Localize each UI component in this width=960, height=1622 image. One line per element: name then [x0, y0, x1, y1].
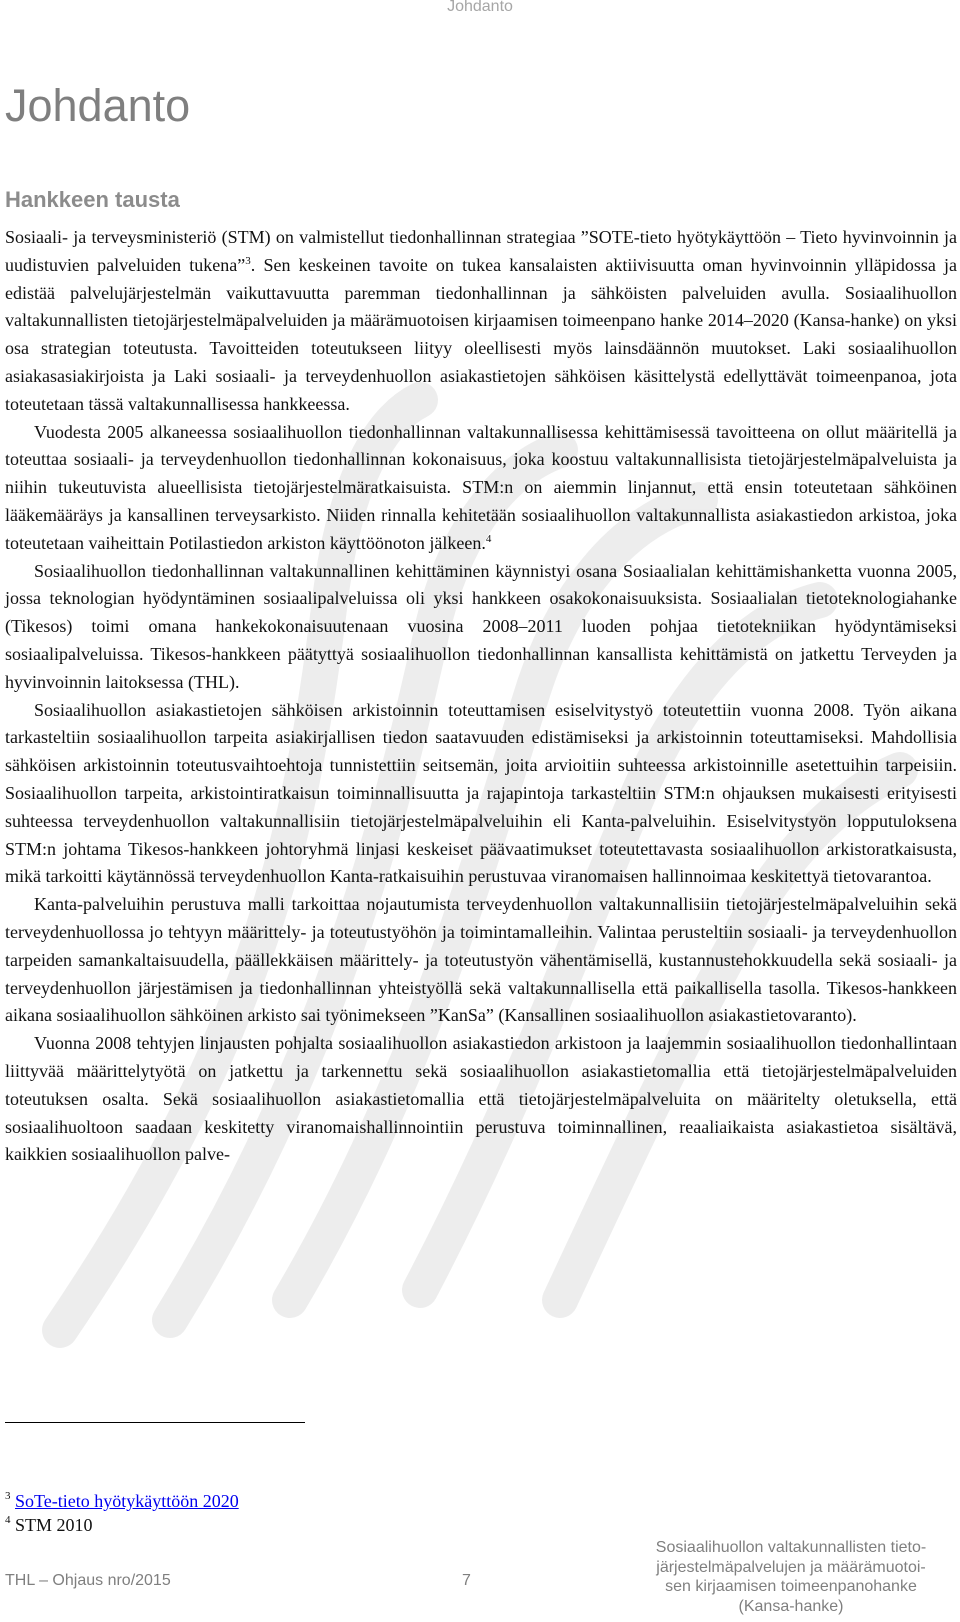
footer-publication: THL – Ohjaus nro/2015 [5, 1572, 171, 1589]
paragraph: Sosiaalihuollon tiedonhallinnan valtakunnallinen kehittäminen käynnistyi osana Sosiaalialan kehittämishanketta vuonna 2005, jossa teknologian hyödyntäminen sosiaalipalveluissa oli yksi hankkeen osakokonaisuuksista. Sosiaalialan tietoteknologiahanke (Tikesos) toimi omana hankekokonaisuutenaan vuosina 2008–2011 luoden pohjaa tietotekniikan hyödyntämiseksi sosiaalipalveluissa. Tikesos-hankkeen päätyttyä sosiaalihuollon tiedonhallinnan kansallista kehittämistä on jatkettu Terveyden ja hyvinvoinnin laitoksessa (THL). [5, 560, 957, 692]
footnote-reference[interactable]: 3 [245, 254, 251, 267]
footnote: $^4$ STM 2010 [5, 1513, 93, 1535]
running-header: Johdanto [447, 0, 513, 15]
footnote-reference[interactable]: 4 [485, 532, 492, 545]
footnote: $^3$ SoTe-tieto hyötykäyttöön 2020 [5, 1490, 239, 1511]
page-number: 7 [462, 1572, 471, 1589]
footnote-separator [5, 1422, 305, 1423]
paragraph: Sosiaalihuollon asiakastietojen sähköisen arkistoinnin toteuttamisen esiselvitystyö toteutettiin vuonna 2008. Työn aikana tarkasteltiin sosiaalihuollon tarpeita asiakirjallisen tiedon saatavuuden edistämiseksi ja arkistoinnin toteuttamiseksi. Mahdollisia sähköisen arkistoinnin toteutusvaihtoehtoja tunnistettiin seitsemän, joita arvioitiin suhteessa arkistoinnille asetettuihin tarpeisiin. Sosiaalihuollon tarpeita, arkistointiratkaisun toiminnallisuutta ja rajapintoja tarkasteltiin STM:n ohjauksen mukaisesti erityisesti suhteessa terveydenhuollon valtakunnallisiin tietojärjestelmäpalveluihin eli Kanta-palveluihin. Esiselvitystyön lopputuloksena STM:n johtama Tikesos-hankkeen johtoryhmä linjasi keskeiset päävaatimukset toteutettavasta sosiaalihuollon arkistoratkaisusta, mikä tarkoitti käytännössä terveydenhuollon Kanta-ratkaisuihin perustuvaa viranomaisen hallinnoimaa keskitettyä tietovarantoa. [5, 699, 957, 887]
paragraph: Sosiaali- ja terveysministeriö (STM) on valmistellut tiedonhallinnan strategiaa ”SOTE-tieto hyötykäyttöön – Tieto hyvinvoinnin ja uudistuvien palveluiden tukena”$^3$. Sen keskeinen tavoite on tukea kansalaisten aktiivisuutta oman hyvinvoinnin ylläpidossa ja edistää palvelujärjestelmän vaikuttavuutta paremman tiedonhallinnan ja sähköisten palveluiden avulla. Sosiaalihuollon valtakunnallisten tietojärjestelmäpalveluiden ja määrämuotoisen kirjaamisen toimeenpano hanke 2014–2020 (Kansa-hanke) on yksi osa strategian toteutusta. Tavoitteiden toteutukseen liityy oleellisesti myös lainsdäännön muutokset. Laki sosiaalihuollon asiakasasiakirjoista ja Laki sosiaali- ja terveydenhuollon asiakastietojen sähköisen käsittelystä edellyttävät toimeenpanoa, jota toteutetaan tässä valtakunnallisessa hankkeessa. [5, 227, 958, 414]
footnotes [5, 1490, 505, 1537]
paragraph: Vuonna 2008 tehtyjen linjausten pohjalta sosiaalihuollon asiakastiedon arkistoon ja laajemmin sosiaalihuollon tiedonhallintaan liittyvää määrittelytyötä on jatkettu ja tarkennettu sekä sosiaalihuollon asiakastietomallia että tietojärjestelmäpalveluiden toteutuksen osalta. Sekä sosiaalihuollon asiakastietomallia että tietojärjestelmäpalveluita on määritelty oletuksella, että sosiaalihuoltoon saadaan keskitetty viranomaishallinnointiin perustuva toiminnallinen, reaaliaikaista asiakastietoa sisältävä, kaikkien sosiaalihuollon palve- [5, 1033, 957, 1165]
body-text [5, 224, 957, 1169]
paragraph: Vuodesta 2005 alkaneessa sosiaalihuollon tiedonhallinnan valtakunnallisessa kehittämisessä tavoitteena on ollut määritellä ja toteuttaa sosiaali- ja terveydenhuollon tiedonhallinnan kokonaisuus, joka koostuu valtakunnallisista tietojärjestelmäpalveluista ja niihin tukeutuvista alueellisista tietojärjestelmäratkaisuista. STM:n on aiemmin linjannut, että ensin toteutetaan sähköinen lääkemääräys ja kansallinen terveysarkisto. Niiden rinnalla kehitetään sosiaalihuollon valtakunnallista asiakastiedon arkistoa, joka toteutetaan vaiheittain Potilastiedon arkiston käyttöönoton jälkeen.$^4$ [5, 421, 957, 553]
section-title: Hankkeen tausta [5, 187, 180, 212]
paragraph: Kanta-palveluihin perustuva malli tarkoittaa nojautumista terveydenhuollon valtakunnallisiin tietojärjestelmäpalveluihin sekä terveydenhuollossa jo tehtyyn määrittely- ja toteutustyöhön ja toimintamalleihin. Valintaa perusteltiin sosiaali- ja terveydenhuollon tarpeiden samankaltaisuudella, päällekkäisen määrittely- ja toteutustyön vähentämisellä, kustannustehokkuudella sekä sosiaali- ja terveydenhuollon järjestämisen ja tiedonhallinnan yhteistyöllä sekä valtakunnallisella että paikallisella tasolla. Tikesos-hankkeen aikana sosiaalihuollon sähköinen arkisto sai työnimekseen ”KanSa” (Kansallinen sosiaalihuollon asiakastietovaranto). [5, 894, 957, 1026]
footer-project-name: Sosiaalihuollon valtakunnallisten tieto- järjestelmäpalvelujen ja määrämuotoi- sen kirjaamisen toimeenpanohanke (Kansa-hanke) [655, 1539, 927, 1615]
footnote-link[interactable]: SoTe-tieto hyötykäyttöön 2020 [15, 1491, 239, 1511]
page-title: Johdanto [5, 80, 191, 131]
